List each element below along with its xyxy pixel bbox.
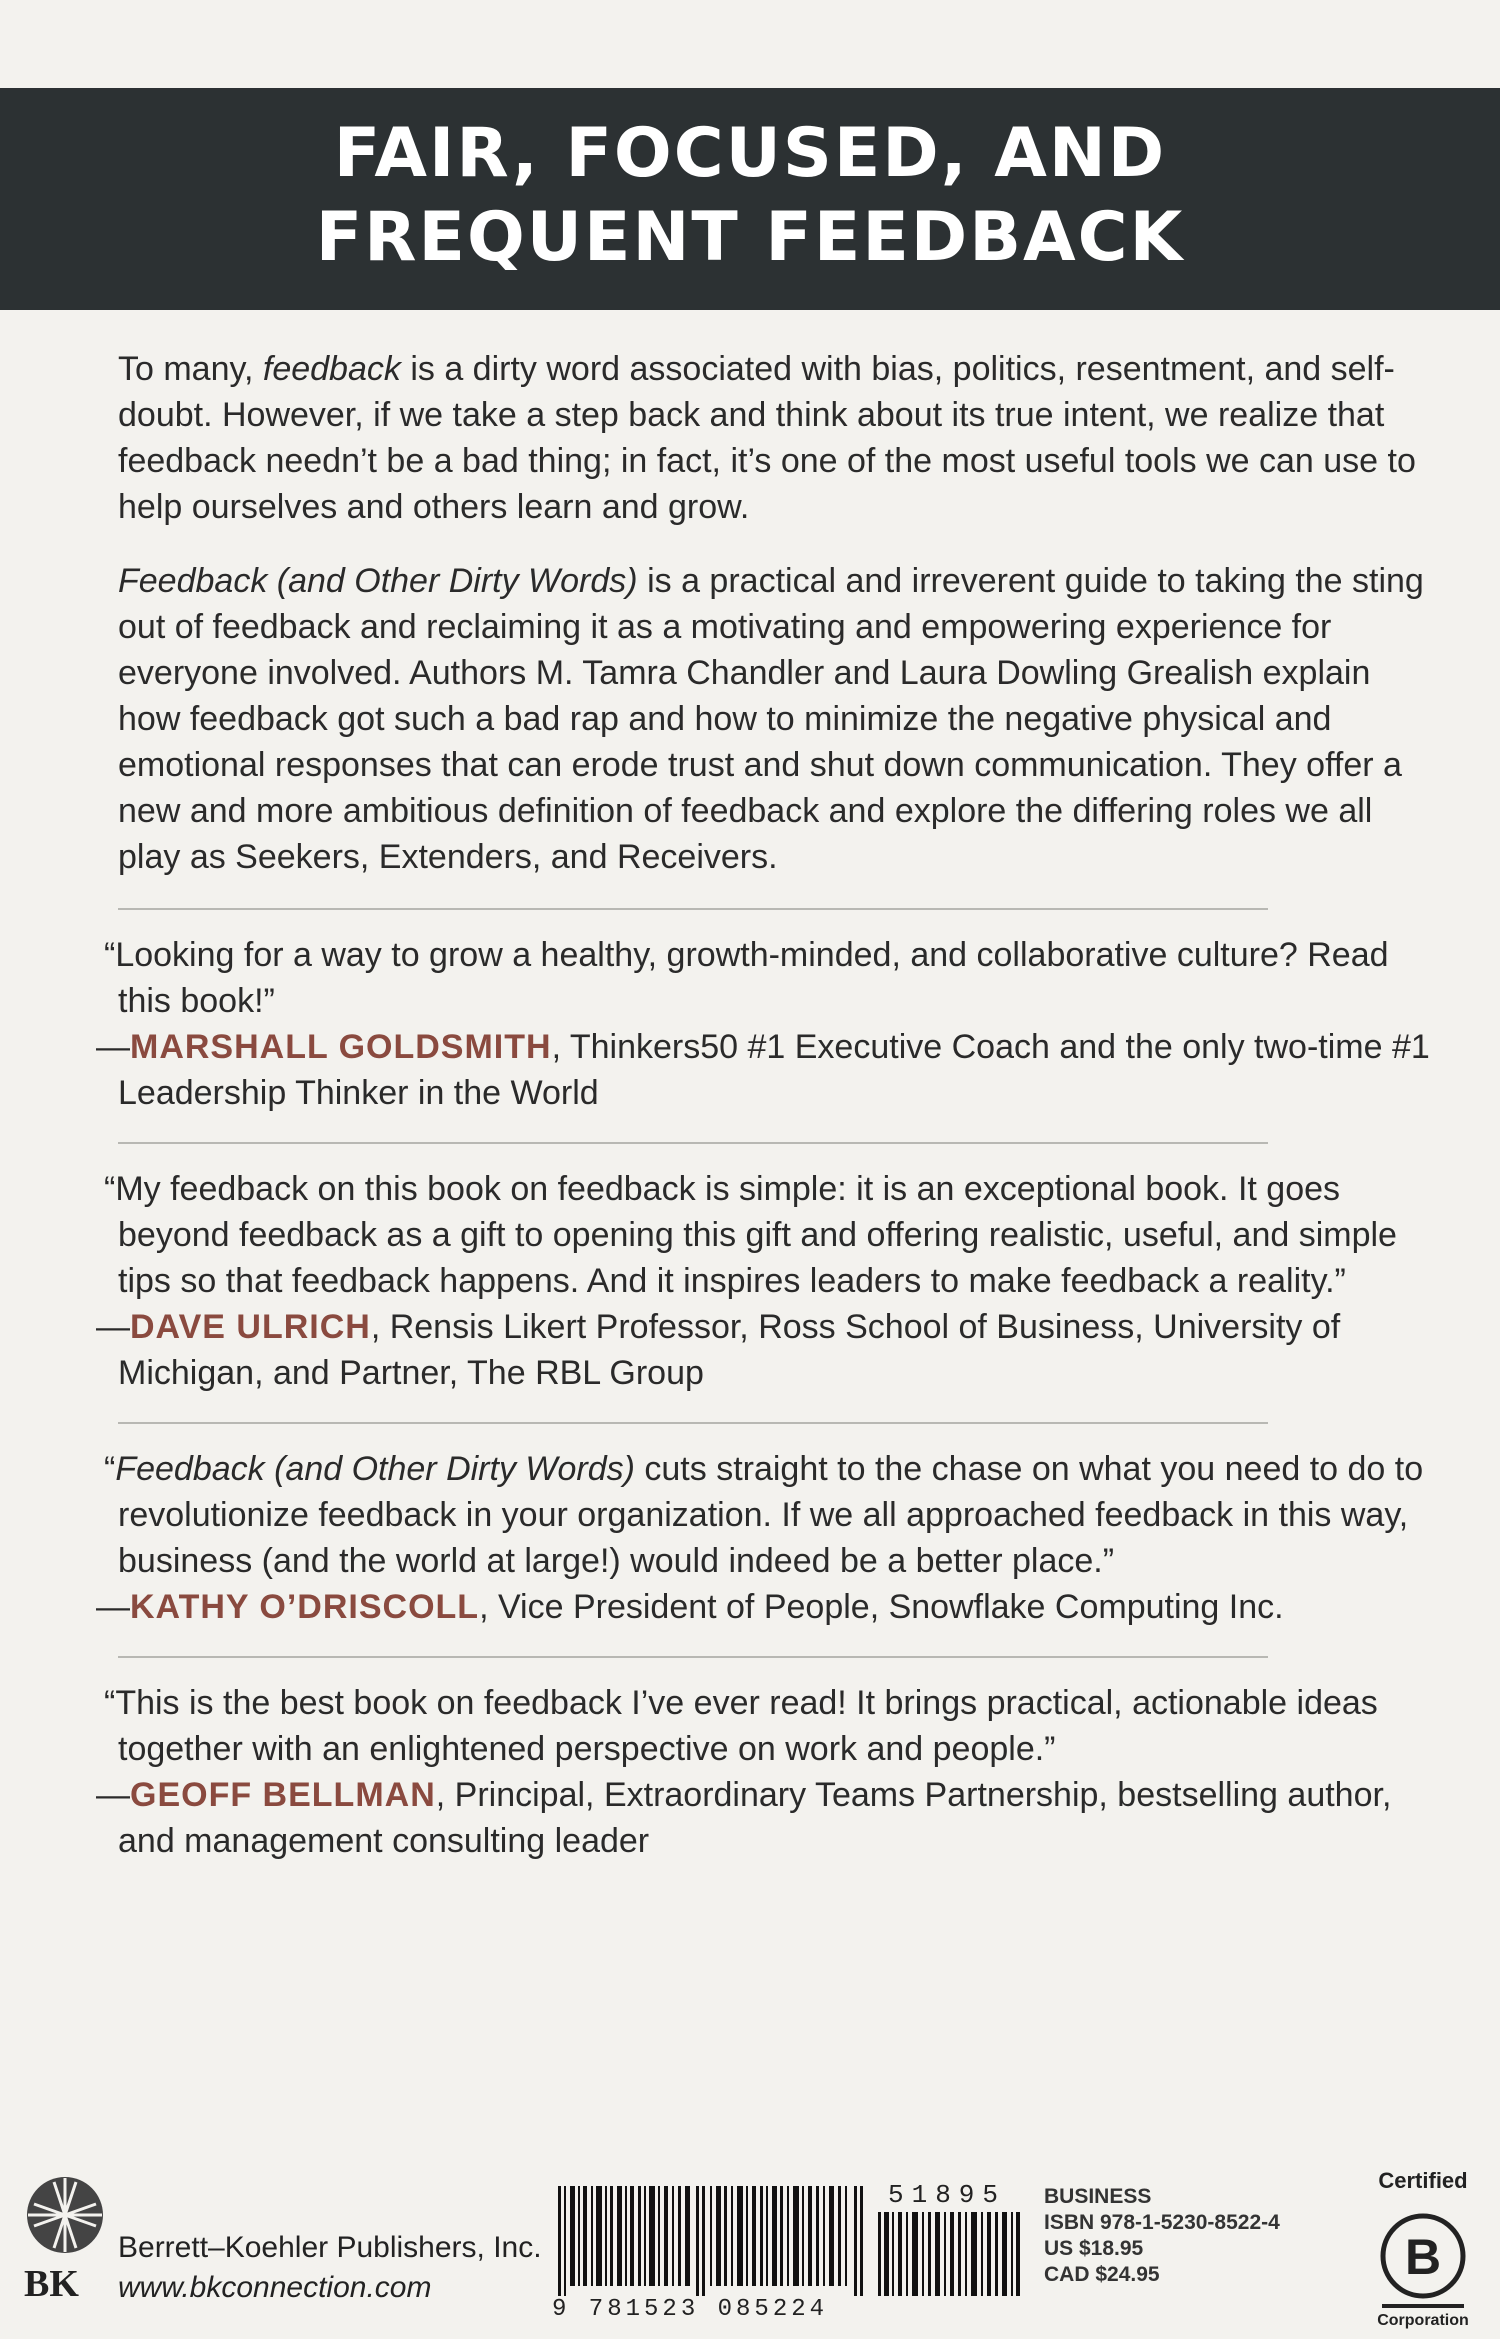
cad-price: CAD $24.95 — [1044, 2263, 1160, 2286]
isbn-number: ISBN 978-1-5230-8522-4 — [1044, 2211, 1280, 2234]
endorsement-odriscoll — [96, 1446, 1438, 1630]
endorsement-attribution: —KATHY O’DRISCOLL, Vice President of People, Snowflake Computing Inc. — [96, 1588, 1284, 1626]
endorser-title: , Rensis Likert Professor, Ross School of Business, University of Michigan, and Partner, The RBL Group — [118, 1308, 1341, 1392]
bcorp-certified-label: Certified — [1378, 2168, 1468, 2193]
endorsement-bellman — [96, 1680, 1438, 1864]
endorsement-attribution: —GEOFF BELLMAN, Principal, Extraordinary Teams Partnership, bestselling author, and management consulting leader — [96, 1776, 1392, 1860]
endorser-title: , Thinkers50 #1 Executive Coach and the only two-time #1 Leadership Thinker in the World — [118, 1028, 1430, 1112]
endorser-name: MARSHALL GOLDSMITH — [130, 1028, 552, 1066]
headline-line-2: FREQUENT FEEDBACK — [315, 198, 1185, 277]
endorser-name: GEOFF BELLMAN — [130, 1776, 436, 1814]
back-cover-content — [96, 346, 1438, 1864]
divider — [118, 1422, 1268, 1424]
divider — [118, 908, 1268, 910]
endorser-title: , Vice President of People, Snowflake Computing Inc. — [479, 1588, 1284, 1626]
endorsement-quote: “Feedback (and Other Dirty Words) cuts straight to the chase on what you need to do to revolutionize feedback in your organization. If we all approached feedback in this way, business (and the world at large!) would indeed be a better place.” — [104, 1450, 1424, 1580]
endorser-title: , Principal, Extraordinary Teams Partnership, bestselling author, and management consulting leader — [118, 1776, 1392, 1860]
bcorp-corporation-label: Corporation — [1377, 2312, 1469, 2329]
price-info — [1044, 2184, 1280, 2288]
endorser-name: KATHY O’DRISCOLL — [130, 1588, 480, 1626]
bk-globe-logo-icon — [24, 2174, 106, 2256]
publisher-info — [118, 2228, 542, 2308]
endorsement-attribution: —MARSHALL GOLDSMITH, Thinkers50 #1 Executive Coach and the only two-time #1 Leadership Thinker in the World — [96, 1028, 1430, 1112]
price-addon-digits: 51895 — [888, 2180, 1007, 2210]
book-headline — [0, 112, 1500, 280]
bcorp-letter: B — [1404, 2229, 1442, 2285]
us-price: US $18.95 — [1044, 2237, 1144, 2260]
divider — [118, 1656, 1268, 1658]
feedback-emphasis: feedback — [262, 350, 401, 388]
publisher-name: Berrett–Koehler Publishers, Inc. — [118, 2231, 542, 2264]
endorser-name: DAVE ULRICH — [130, 1308, 371, 1346]
description-paragraph-1: To many, feedback is a dirty word associated with bias, politics, resentment, and self-doubt. However, if we take a step back and think about its true intent, we realize that feedback needn’t be a bad thing; in fact, it’s one of the most useful tools we can use to help ourselves and others learn and grow. — [118, 350, 1416, 526]
description-paragraph-2: Feedback (and Other Dirty Words) is a practical and irreverent guide to taking the sting out of feedback and reclaiming it as a motivating and empowering experience for everyone involved. Authors M. Tamra Chandler and Laura Dowling Grealish explain how feedback got such a bad rap and how to minimize the negative physical and emotional responses that can erode trust and shut down communication. They offer a new and more ambitious definition of feedback and explore the differing roles we all play as Seekers, Extenders, and Receivers. — [118, 562, 1424, 876]
headline-line-1: FAIR, FOCUSED, AND — [333, 114, 1167, 193]
endorsement-goldsmith — [96, 932, 1438, 1116]
book-title-emphasis: Feedback (and Other Dirty Words) — [118, 562, 638, 600]
endorsement-quote: “Looking for a way to grow a healthy, growth-minded, and collaborative culture? Read this book!” — [104, 936, 1389, 1020]
book-title-emphasis: Feedback (and Other Dirty Words) — [115, 1450, 635, 1488]
isbn-barcode — [552, 2186, 872, 2296]
endorsement-attribution: —DAVE ULRICH, Rensis Likert Professor, Ross School of Business, University of Michigan, and Partner, The RBL Group — [96, 1308, 1341, 1392]
endorsement-quote: “My feedback on this book on feedback is simple: it is an exceptional book. It goes beyond feedback as a gift to opening this gift and offering realistic, useful, and simple tips so that feedback happens. And it inspires leaders to make feedback a reality.” — [104, 1170, 1397, 1300]
price-addon-barcode — [876, 2212, 1022, 2296]
endorsement-ulrich — [96, 1166, 1438, 1396]
bk-wordmark: BK — [24, 2263, 79, 2305]
divider — [118, 1142, 1268, 1144]
endorsement-quote: “This is the best book on feedback I’ve ever read! It brings practical, actionable ideas together with an enlightened perspective on work and people.” — [104, 1684, 1378, 1768]
publisher-url: www.bkconnection.com — [118, 2271, 432, 2304]
category-label: BUSINESS — [1044, 2185, 1152, 2208]
isbn-barcode-digits: 9 781523 085224 — [552, 2296, 829, 2323]
